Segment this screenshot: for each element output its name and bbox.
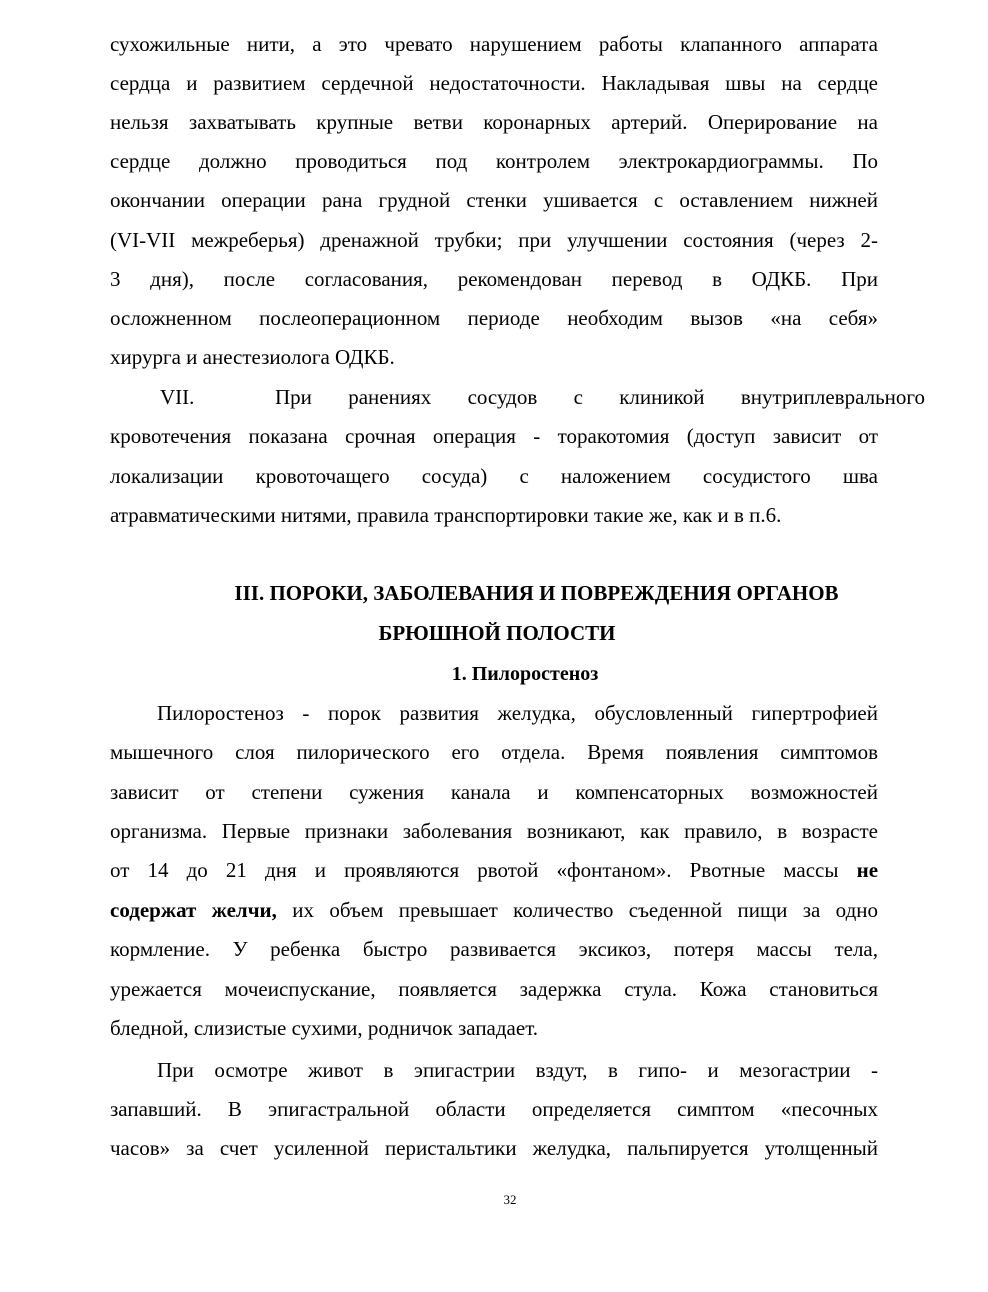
bold-text: содержат желчи, — [110, 898, 277, 922]
text-line: сердца и развитием сердечной недостаточности. Накладывая швы на сердце — [110, 71, 878, 95]
text-line: запавший. В эпигастральной области определяется симптом «песочных — [110, 1097, 878, 1121]
text-line: окончании операции рана грудной стенки ушивается с оставлением нижней — [110, 188, 878, 212]
text-line: локализации кровоточащего сосуда) с наложением сосудистого шва — [110, 464, 878, 488]
text-line: При осмотре живот в эпигастрии вздут, в гипо- и мезогастрии - — [157, 1058, 878, 1082]
bold-text: не — [856, 858, 879, 882]
page-number: 32 — [503, 1192, 517, 1207]
text-span: их объем превышает количество съеденной пищи за одно — [292, 898, 878, 922]
text-line: нельзя захватывать крупные ветви коронарных артерий. Оперирование на — [110, 110, 878, 134]
text-line: 3 дня), после согласования, рекомендован перевод в ОДКБ. При — [110, 267, 878, 291]
text-line-mixed — [110, 890, 878, 930]
text-line: (VI-VII межреберья) дренажной трубки; при улучшении состояния (через 2- — [110, 228, 878, 252]
text-line: осложненном послеоперационном периоде необходим вызов «на себя» — [110, 306, 878, 330]
item-number: VII. — [160, 385, 195, 409]
text-line: Пилоростеноз - порок развития желудка, обусловленный гипертрофией — [157, 701, 878, 725]
section-subtitle: 1. Пилоростеноз — [451, 663, 599, 685]
text-line: сухожильные нити, а это чревато нарушением работы клапанного аппарата — [110, 32, 878, 56]
section-title: III. ПОРОКИ, ЗАБОЛЕВАНИЯ И ПОВРЕЖДЕНИЯ ОРГАНОВ — [234, 581, 839, 605]
text-line: часов» за счет усиленной перистальтики желудка, пальпируется утолщенный — [110, 1136, 878, 1160]
text-line: зависит от степени сужения канала и компенсаторных возможностей — [110, 780, 878, 804]
text-line: сердце должно проводиться под контролем электрокардиограммы. По — [110, 149, 878, 173]
item-first-line: При ранениях сосудов с клиникой внутриплеврального — [275, 385, 925, 409]
text-line: урежается мочеиспускание, появляется задержка стула. Кожа становиться — [110, 977, 878, 1001]
text-line: кровотечения показана срочная операция - торакотомия (доступ зависит от — [110, 424, 878, 448]
text-line-mixed — [110, 850, 878, 890]
text-line: организма. Первые признаки заболевания возникают, как правило, в возрасте — [110, 819, 878, 843]
text-line: атравматическими нитями, правила транспортировки такие же, как и в п.6. — [110, 503, 782, 527]
text-span: от 14 до 21 дня и проявляются рвотой «фонтаном». Рвотные массы — [110, 858, 839, 882]
section-title-line2: БРЮШНОЙ ПОЛОСТИ — [378, 621, 616, 645]
text-line: бледной, слизистые сухими, родничок западает. — [110, 1016, 539, 1040]
text-line: хирурга и анестезиолога ОДКБ. — [110, 345, 395, 369]
text-line: кормление. У ребенка быстро развивается эксикоз, потеря массы тела, — [110, 937, 878, 961]
text-line: мышечного слоя пилорического его отдела. Время появления симптомов — [110, 740, 878, 764]
